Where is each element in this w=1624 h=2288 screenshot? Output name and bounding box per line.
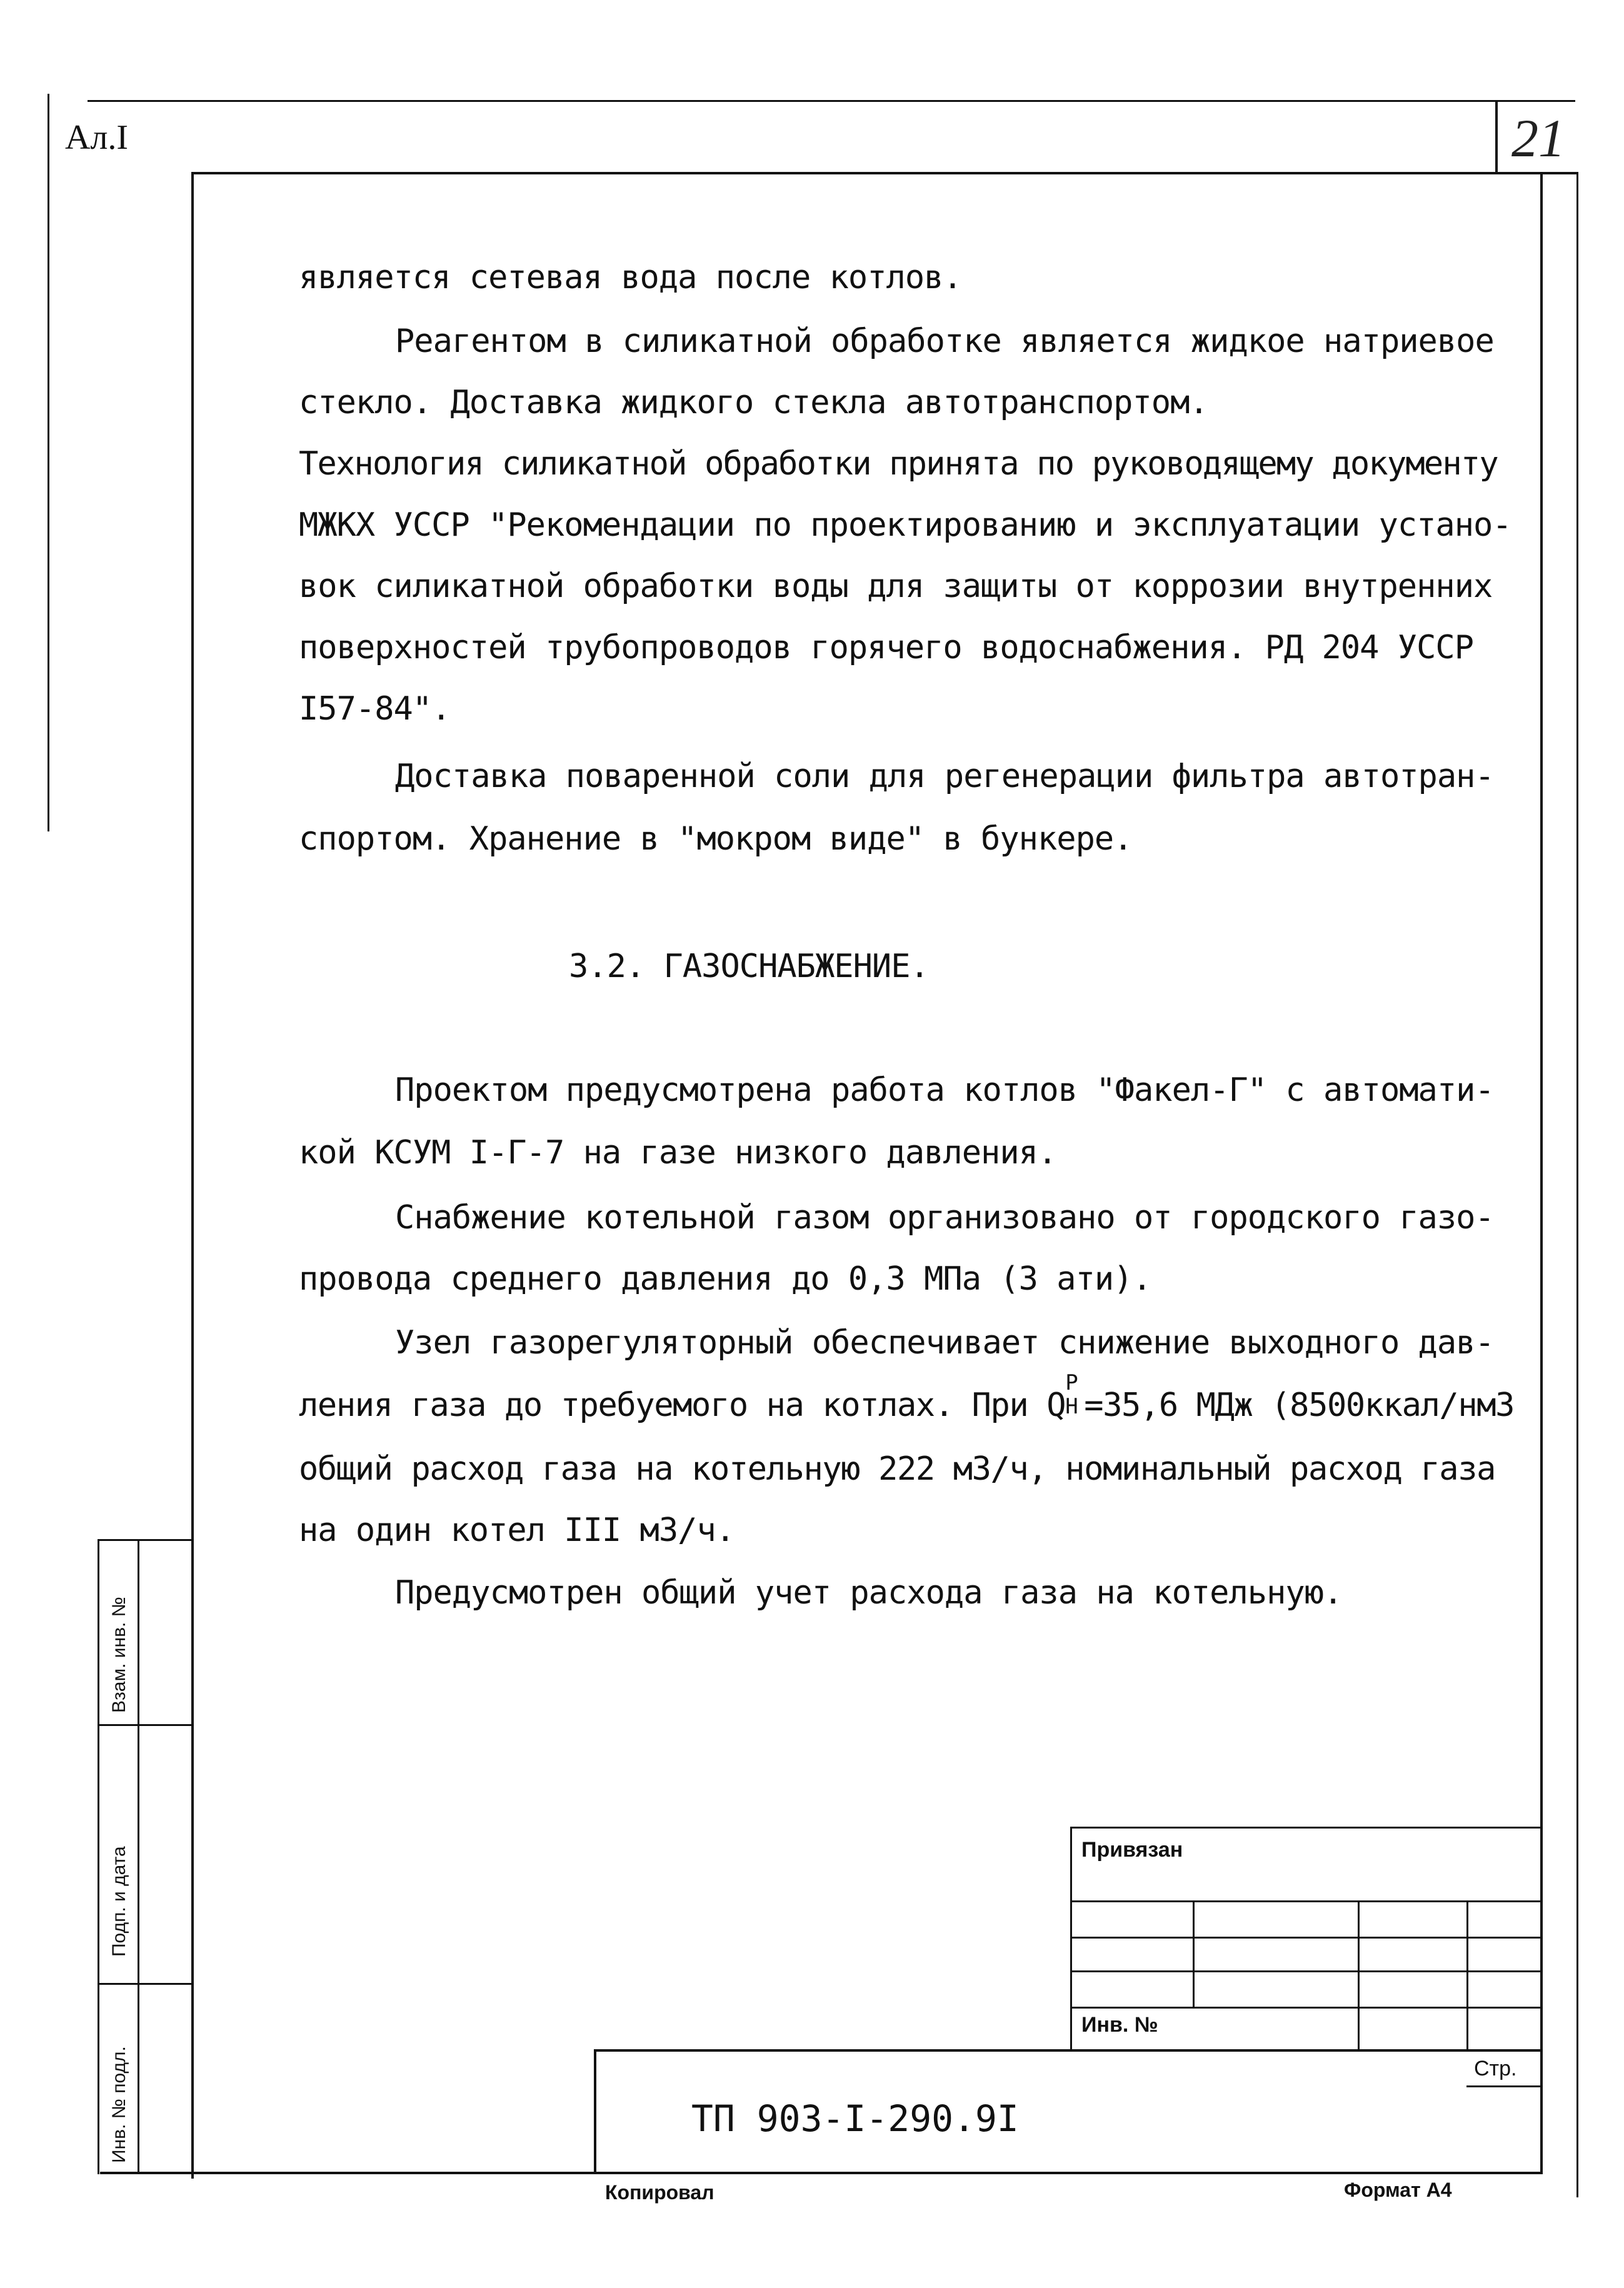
inner-top-border [194,172,1578,174]
body-line-4: Технология силикатной обработки принята по руководящему документу [299,445,1498,483]
privyazan-label: Привязан [1081,1838,1183,1862]
kopiroval-label: Копировал [605,2181,714,2204]
inner-left-border [191,172,194,2179]
gas-line-7: общий расход газа на котельную 222 м3/ч, номинальный расход газа [299,1450,1496,1488]
formula-prefix: ления газа до требуемого на котлах. При Q [299,1387,1066,1424]
body-line-1: является сетевая вода после котлов. [299,259,962,296]
body-line-7: поверхностей трубопроводов горячего водоснабжения. РД 204 УССР [299,629,1474,666]
gas-line-8: на один котел III м3/ч. [299,1512,735,1549]
outer-right-border [1576,172,1578,2197]
format-label: Формат А4 [1344,2179,1452,2201]
page-number: 21 [1511,108,1565,168]
gas-line-2: кой КСУМ I-Г-7 на газе низкого давления. [299,1134,1057,1172]
doc-code: ТП 903-I-290.9I [691,2097,1019,2140]
sheet-label: Ал.I [65,118,129,157]
vzam-inv-label: Взам. инв. № [109,1597,129,1713]
page-number-box-left [1495,100,1498,174]
section-heading: 3.2. ГАЗОСНАБЖЕНИЕ. [569,948,929,985]
gas-line-3: Снабжение котельной газом организовано от городского газо- [395,1199,1494,1237]
gas-line-1: Проектом предусмотрена работа котлов "Факел-Г" с автомати- [395,1071,1494,1109]
outer-left-border [48,94,49,831]
formula-subscript: Н [1065,1394,1078,1419]
inv-podl-label: Инв. № подл. [109,2046,129,2163]
gas-line-9: Предусмотрен общий учет расхода газа на котельную. [395,1574,1343,1612]
formula-superscript: Р [1065,1370,1078,1395]
body-line-8: I57-84". [299,690,451,728]
str-label: Стр. [1474,2057,1517,2080]
body-line-3: стекло. Доставка жидкого стекла автотранспортом. [299,384,1208,421]
gas-line-5: Узел газорегуляторный обеспечивает снижение выходного дав- [395,1324,1494,1362]
top-border [88,100,1575,102]
inv-no-label: Инв. № [1081,2013,1158,2037]
body-line-5: МЖКХ УССР "Рекомендации по проектированию и эксплуатации устано- [299,506,1511,544]
formula-suffix: =35,6 МДж (8500ккал/нм3 [1084,1387,1515,1424]
gas-line-4: провода среднего давления до 0,3 МПа (3 ати). [299,1260,1151,1298]
podp-data-label: Подп. и дата [109,1846,129,1957]
formula-line [299,1370,1515,1424]
inner-right-border [1540,172,1543,2172]
body-line-6: вок силикатной обработки воды для защиты от коррозии внутренних [299,568,1493,605]
bottom-border [100,2172,1543,2174]
body-line-2: Реагентом в силикатной обработке является жидкое натриевое [395,323,1494,360]
body-line-9: Доставка поваренной соли для регенерации фильтра автотран- [395,758,1494,795]
body-line-10: спортом. Хранение в "мокром виде" в бункере. [299,820,1133,858]
